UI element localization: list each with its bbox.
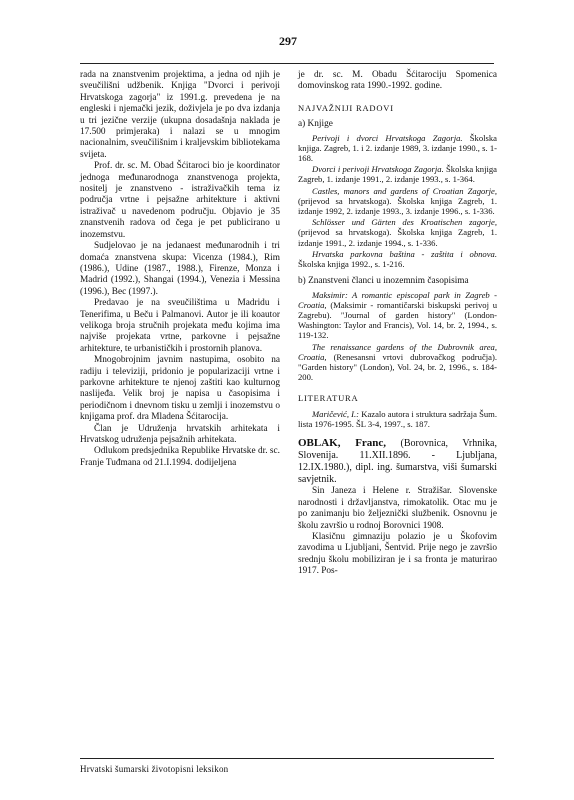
paragraph: Odlukom predsjednika Republike Hrvatske dr. sc. Franje Tuđmana od 21.I.1994. dodijeljena: [80, 446, 280, 468]
book-details: (prijevod sa hrvatskoga). Školska knjiga Zagreb, 1. izdanje 1991., 2. izdanje 1994., s. 1-336.: [298, 227, 497, 248]
literature-author: Maričević, I.:: [312, 408, 360, 419]
paragraph: Sudjelovao je na jedanaest međunarodnih i tri domaća znanstvena skupa: Vicenza (1984.), Rim (1986.), Udine (1987., 1988.), Firenze, Monza i Madrid (1992.), Shangai (1994.), Venezia i Messina (1996.), Bec (1997.).: [80, 241, 280, 297]
literature-heading: LITERATURA: [298, 392, 359, 403]
paragraph: rada na znanstvenim projektima, a jedna od njih je sveučilišni udžbenik. Knjiga "Dvorci i perivoji Hrvatskoga zagorja" iz 1991.g. prevedena je na engleski i njemački jezik, doživjela je po dva izdanja u tri jezične verzije (ukupna dosadašnja naklada je 17.500 primjeraka) i nalazi se u mnogim nacionalnim, sveučilišnim i kraljevskim bibliotekama svijeta.: [80, 70, 280, 160]
left-column: [80, 70, 280, 469]
paragraph: je dr. sc. M. Obadu Šćitarociju Spomenica domovinskog rata 1990.-1992. godine.: [298, 70, 497, 92]
right-column: [298, 70, 497, 578]
paragraph: Predavao je na sveučilištima u Madridu i Tenerifima, u Beču i Palmanovi. Autor je ili koautor velikoga broja stručnih projekata među kojima ima najviše projekata vrtne, parkovne i pejsažne arhitekture, te urbanističkih i prostornih planova.: [80, 298, 280, 354]
book-reference: [298, 249, 497, 269]
paragraph: Član je Udruženja hrvatskih arhitekata i Hrvatskog udruženja pejsažnih arhitekata.: [80, 423, 280, 445]
footer-text: Hrvatski šumarski životopisni leksikon: [80, 764, 229, 774]
article-reference: [298, 290, 497, 341]
article-details: (Renesansni vrtovi dubrovačkog područja). "Garden history" (London), Vol. 24, br. 2, 1996., s. 184-200.: [298, 351, 497, 383]
literature-reference: [298, 409, 497, 429]
book-reference: [298, 217, 497, 248]
footer-rule: [80, 758, 494, 759]
book-title: Hrvatska parkovna baština - zaštita i obnova.: [312, 248, 497, 259]
book-title: Perivoji i dvorci Hrvatskoga Zagorja.: [312, 132, 463, 143]
book-reference: [298, 133, 497, 164]
article-title: The renaissance gardens of the Dubrovnik area, Croatia,: [298, 341, 497, 362]
book-reference: [298, 186, 497, 217]
subsection-label: b) Znanstveni članci u inozemnim časopisima: [298, 276, 469, 287]
article-details: (Maksimir - romantičarski biskupski perivoj u Zagrebu). "Journal of garden history" (London-Washington: Taylor and Francis), Vol. 14, br. 2, 1994., s. 119-132.: [298, 299, 497, 341]
book-title: Dvorci i perivoji Hrvatskoga Zagorja.: [312, 164, 444, 175]
book-reference: [298, 164, 497, 184]
book-title: Castles, manors and gardens of Croatian Zagorje,: [312, 185, 497, 196]
book-details: Školska knjiga. Zagreb, 1. i 2. izdanje 1989, 3. izdanje 1990., s. 1-168.: [298, 132, 497, 164]
paragraph: Klasičnu gimnaziju polazio je u Škofovim zavodima u Ljubljani, Šentvid. Prije nego je završio srednju školu mobiliziran je i sa fronta je maturirao 1917. Pos-: [298, 531, 497, 577]
book-details: (prijevod sa hrvatskoga). Školska knjiga Zagreb, 1. izdanje 1992, 2. izdanje 1993., 3. izdanje 1996., s. 1-336.: [298, 195, 497, 217]
book-title: Schlösser und Gärten des Kroatischen zagorje,: [312, 217, 497, 228]
literature-details: Kazalo autora i struktura sadržaja Šum. lista 1976-1995. ŠL 3-4, 1997., s. 187.: [298, 408, 497, 430]
book-details: Školska knjiga Zagreb, 1. izdanje 1991., 2. izdanje 1993., s. 1-364.: [298, 164, 497, 185]
article-title: Maksimir: A romantic episcopal park in Zagreb - Croatia,: [298, 289, 497, 310]
entry-details: (Borovnica, Vrhnika, Slovenija. 11.XII.1896. - Ljubljana, 12.IX.1980.), dipl. ing. šumarstva, viši šumarski savjetnik.: [298, 438, 497, 486]
article-reference: [298, 342, 497, 383]
section-heading: NAJVAŽNIJI RADOVI: [298, 102, 394, 113]
entry-name: OBLAK, Franc,: [298, 437, 387, 450]
paragraph: Prof. dr. sc. M. Obad Šćitaroci bio je koordinator jednoga međunarodnoga znanstvenoga projekta, nositelj je znanstveno - istraživačkih tema iz područja vrtne i pejsažne arhitekture i aktivni istraživač u navedenom području. Objavio je 35 znanstvenih radova od čega je pet publicirano u inozemstvu.: [80, 161, 280, 240]
entry-header: [298, 437, 497, 486]
subsection-label: a) Knjige: [298, 119, 333, 130]
book-details: Školska knjiga 1992., s. 1-216.: [298, 259, 405, 270]
header-rule: [80, 63, 494, 64]
page-number: 297: [279, 34, 297, 48]
paragraph: Mnogobrojnim javnim nastupima, osobito na radiju i televiziji, pridonio je popularizaciji vrtne i parkovne arhitekture te njenoj zaštiti kao kulturnog naslijeđa. Velik broj je napisa u časopisima i periodičnom i dnevnom tisku u zemlji i inozemstvu o knjigama prof. dra Mladena Šćitarocija.: [80, 355, 280, 423]
paragraph: Sin Janeza i Helene r. Stražišar. Slovenske narodnosti i državljanstva, rimokatolik. Otac mu je po zanimanju bio željeznički službenik. Osnovnu je školu završio u rodnoj Borovnici 1908.: [298, 486, 497, 531]
